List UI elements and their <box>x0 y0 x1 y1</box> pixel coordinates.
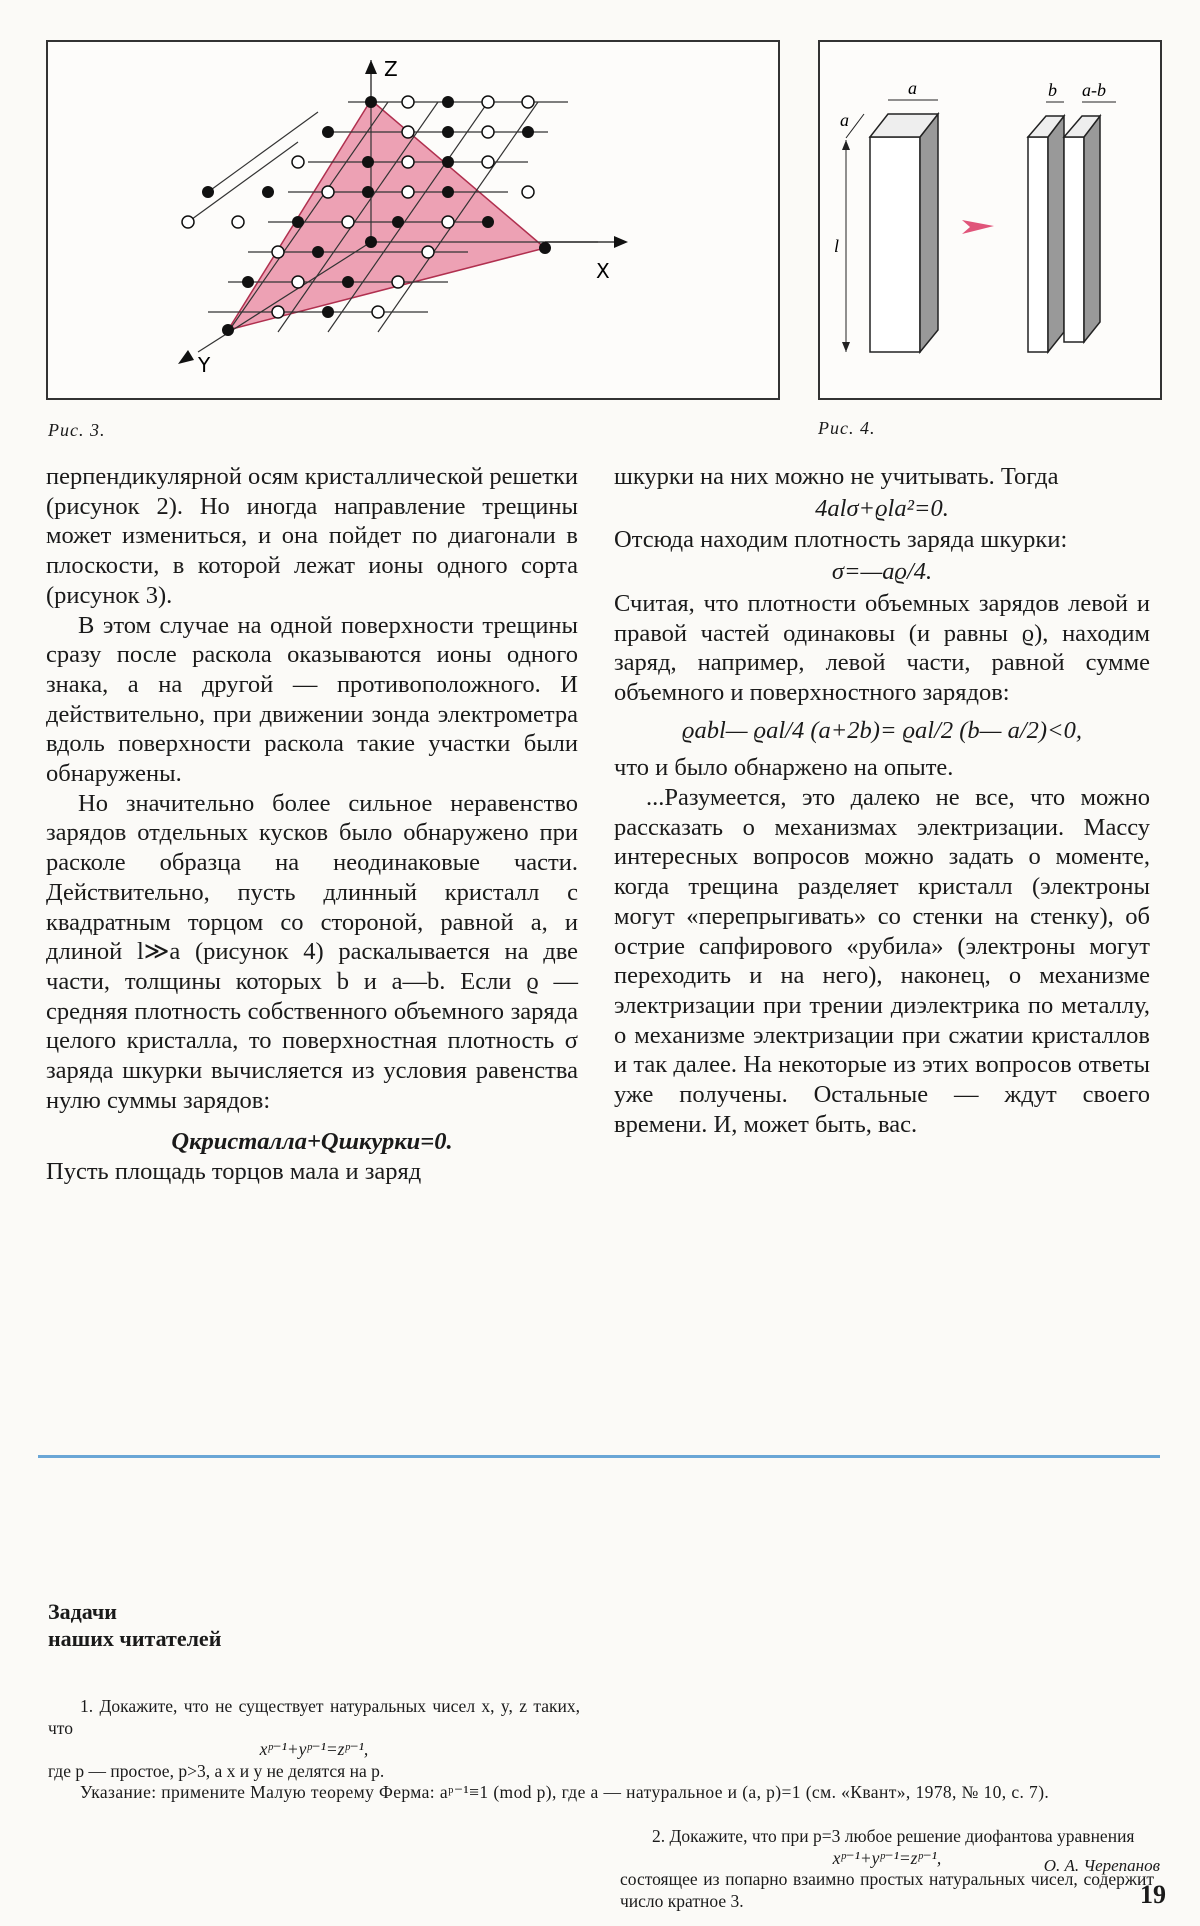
figure-3-caption: Рис. 3. <box>48 420 106 440</box>
problem-2-equation: xᵖ⁻¹+yᵖ⁻¹=zᵖ⁻¹, <box>832 1847 942 1868</box>
paragraph: Считая, что плотности объемных зарядов левой и правой частей одинаковы (и равны ϱ), находим заряд, например, левой части, равной сумме объемного и поверхностного зарядов: <box>614 589 1150 706</box>
dim-l: l <box>834 236 840 256</box>
problem-1-equation: xᵖ⁻¹+yᵖ⁻¹=zᵖ⁻¹, <box>259 1739 369 1759</box>
equation-charge-sum: Qкристалла+Qшкурки=0. <box>171 1128 453 1156</box>
article-left-column <box>46 462 578 1187</box>
problem-1: 1. Докажите, что не существует натуральных чисел x, y, z таких, что <box>48 1696 580 1738</box>
problem-2-rest: состоящее из попарно взаимно простых натуральных чисел, содержит число кратное 3. <box>620 1869 1154 1911</box>
figure-4-caption: Рис. 4. <box>818 418 876 438</box>
article-right-column <box>614 462 1150 1139</box>
problem-1-condition: где p — простое, p>3, а x и y не делятся на p. <box>48 1760 385 1781</box>
page-number: 19 <box>1140 1880 1166 1909</box>
figure-4 <box>818 40 1162 400</box>
problems-heading-line1: Задачи <box>48 1599 117 1624</box>
crystal-split-diagram <box>820 42 1160 398</box>
paragraph: В этом случае на одной поверхности трещины сразу после раскола оказываются ионы одного знака, а на другой — противоположного. И действительно, при движении зонда электрометра вдоль поверхности раскола такие участки были обнаружены. <box>46 611 578 788</box>
paragraph: ...Разумеется, это далеко не все, что можно рассказать о механизмах электризации. Массу интересных вопросов можно задать о моменте, когда трещина разделяет кристалл (электроны могут «перепрыгивать» со стенки на стенку), об острие сапфирового «рубила» (электроны могут переходить и на него), наконец, о механизме электризации при трении диэлектрика по металлу, о механизме электризации при сжатии кристаллов и так далее. На некоторые из этих вопросов ответы уже получены. Остальные — ждут своего времени. И, может быть, вас. <box>614 784 1150 1138</box>
paragraph: Но значительно более сильное неравенство зарядов отдельных кусков было обнаружено при расколе образца на неодинаковые части. Действительно, пусть длинный кристалл с квадратным торцом со стороной, равной a, и длиной l≫a (рисунок 4) раскалывается на две части, толщины которых b и a—b. Если ϱ — средняя плотность собственного объемного заряда целого кристалла, то поверхностная плотность σ заряда шкурки вычисляется из условия равенства нулю суммы зарядов: <box>46 789 578 1114</box>
figure-3 <box>46 40 780 400</box>
dim-a-minus-b: a-b <box>1082 80 1106 100</box>
problem-hint-block <box>48 1782 1154 1804</box>
axis-z-label: Z <box>384 57 398 81</box>
problem-author: О. А. Черепанов <box>1043 1856 1160 1875</box>
cleavage-plane-triangle <box>228 100 545 330</box>
problems-heading <box>48 1598 221 1652</box>
dim-a-top: a <box>908 78 917 98</box>
problems-left-column <box>48 1696 580 1782</box>
problems-heading-line2: наших читателей <box>48 1626 222 1651</box>
dim-a-side: a <box>840 110 849 130</box>
paragraph: Отсюда находим плотность заряда шкурки: <box>614 526 1068 554</box>
axis-y-label: Y <box>198 353 211 377</box>
equation-balance: 4alσ+ϱla²=0. <box>815 494 949 522</box>
paragraph: шкурки на них можно не учитывать. Тогда <box>614 463 1059 490</box>
equation-left-charge: ϱabl— ϱal/4 (a+2b)= ϱal/2 (b— a/2)<0, <box>682 716 1082 744</box>
split-arrow <box>962 220 994 234</box>
problem-hint: Указание: примените Малую теорему Ферма: aᵖ⁻¹≡1 (mod p), где a — натуральное и (a, p)=1 (см. «Квант», 1978, № 10, с. 7). <box>80 1782 1050 1802</box>
crystal-lattice-diagram <box>48 42 778 398</box>
paragraph: что и было обнаржено на опыте. <box>614 754 954 782</box>
problem-2: 2. Докажите, что при p=3 любое решение диофантова уравнения <box>652 1826 1135 1846</box>
dim-b: b <box>1048 80 1057 100</box>
paragraph: Пусть площадь торцов мала и заряд <box>46 1158 422 1186</box>
axis-x-label: X <box>596 259 610 283</box>
section-divider <box>38 1455 1160 1458</box>
equation-sigma: σ=—aϱ/4. <box>831 558 933 586</box>
paragraph: перпендикулярной осям кристаллической решетки (рисунок 2). Но иногда направление трещины может измениться, и она пойдет по диагонали в плоскости, в которой лежат ионы одного сорта (рисунок 3). <box>46 463 578 609</box>
